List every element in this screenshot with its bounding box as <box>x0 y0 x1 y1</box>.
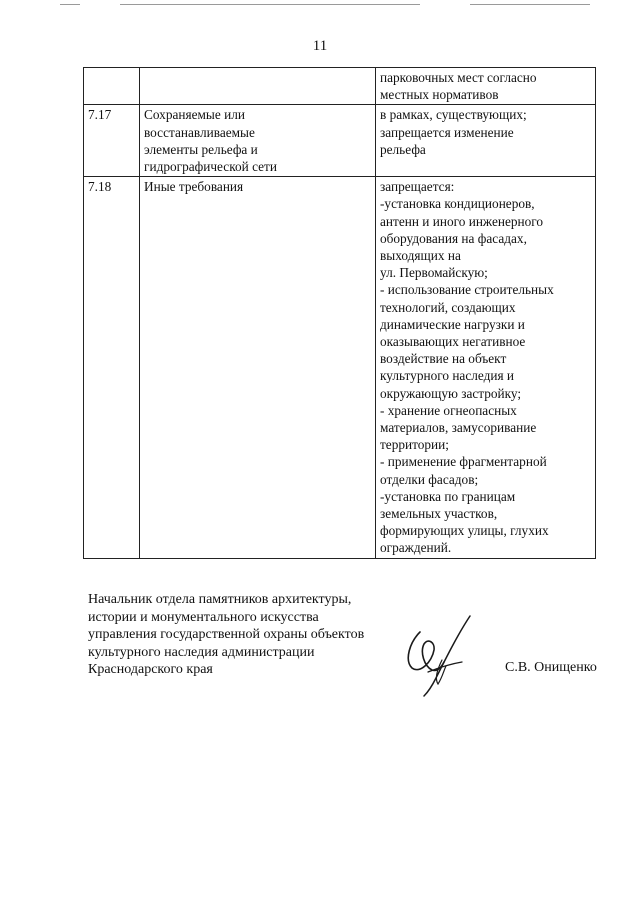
row-value-cell <box>376 68 596 105</box>
top-edge-rule-left <box>60 4 80 5</box>
row-number: 7.17 <box>88 107 112 123</box>
top-edge-rule-middle <box>120 4 420 5</box>
row-number-cell <box>84 68 140 105</box>
row-name-cell <box>140 177 376 558</box>
page-number: 11 <box>312 38 328 54</box>
row-number-cell <box>84 105 140 177</box>
top-edge-rule-right <box>470 4 590 5</box>
row-name: Иные требования <box>144 179 244 195</box>
row-number-cell <box>84 177 140 558</box>
row-value-cell <box>376 105 596 177</box>
row-value: в рамках, существующих; запрещается изменение рельефа <box>380 107 527 157</box>
signatory-title: Начальник отдела памятников архитектуры, истории и монументального искусства управления государственной охраны объектов культурного наследия администрации Краснодарского края <box>88 592 365 678</box>
row-value: запрещается: -установка кондиционеров, антенн и иного инженерного оборудования на фасадах, выходящих на ул. Первомайскую; - использование строительных технологий, создающих динамические нагрузки и оказывающих негативное воздействие на объект культурного наследия и окружающую застройку; - хранение огнеопасных материалов, замусоривание территории; - применение фрагментарной отделки фасадов; -установка по границам земельных участков, формирующих улицы, глухих ограждений. <box>380 179 554 556</box>
row-value: парковочных мест согласно местных нормативов <box>380 70 537 103</box>
row-name-cell <box>140 105 376 177</box>
requirements-table <box>83 67 596 559</box>
row-name: Сохраняемые или восстанавливаемые элементы рельефа и гидрографической сети <box>144 107 277 175</box>
row-number: 7.18 <box>88 179 112 195</box>
table-row <box>84 177 596 558</box>
table-row <box>84 68 596 105</box>
row-value-cell <box>376 177 596 558</box>
row-name-cell <box>140 68 376 105</box>
handwritten-signature <box>398 612 480 698</box>
signatory-name: С.В. Онищенко <box>505 660 597 675</box>
table-row <box>84 105 596 177</box>
